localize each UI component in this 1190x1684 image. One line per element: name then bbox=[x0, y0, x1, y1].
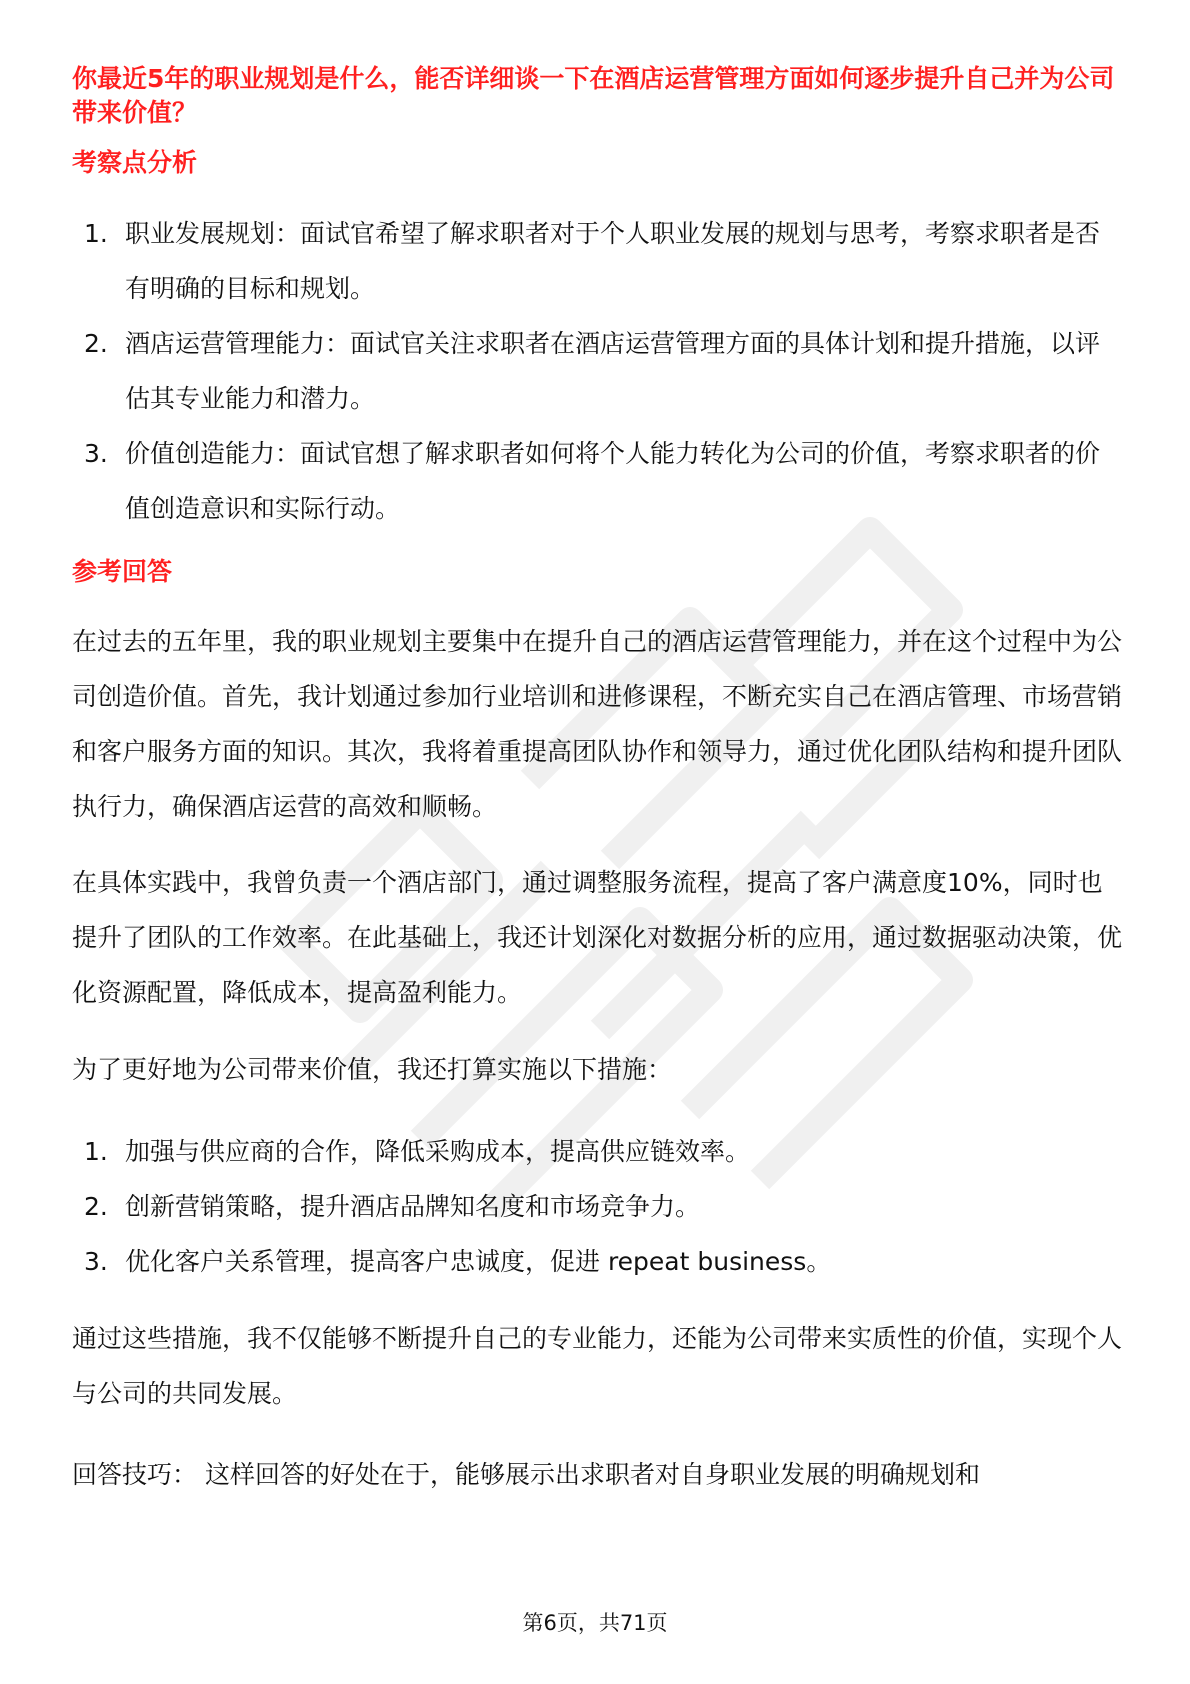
analysis-item bbox=[0, 316, 1190, 426]
analysis-heading: 考察点分析 bbox=[72, 148, 198, 177]
measures-list bbox=[0, 1124, 1190, 1289]
measure-item-text: 优化客户关系管理，提高客户忠诚度，促进 repeat business。 bbox=[125, 1247, 832, 1276]
analysis-item-text: 价值创造能力：面试官想了解求职者如何将个人能力转化为公司的价值，考察求职者的价值创造意识和实际行动。 bbox=[125, 439, 1101, 523]
answer-paragraph-3: 为了更好地为公司带来价值，我还打算实施以下措施： bbox=[72, 1055, 673, 1084]
answer-tips: 回答技巧： 这样回答的好处在于，能够展示出求职者对自身职业发展的明确规划和 bbox=[72, 1460, 980, 1489]
list-number: 2. bbox=[84, 329, 108, 358]
list-number: 1. bbox=[84, 219, 108, 248]
list-number: 3. bbox=[84, 1247, 108, 1276]
analysis-item bbox=[0, 206, 1190, 316]
measure-item bbox=[0, 1179, 1190, 1234]
measure-item bbox=[0, 1234, 1190, 1289]
analysis-item-text: 职业发展规划：面试官希望了解求职者对于个人职业发展的规划与思考，考察求职者是否有明确的目标和规划。 bbox=[125, 219, 1101, 303]
answer-paragraph-1: 在过去的五年里，我的职业规划主要集中在提升自己的酒店运营管理能力，并在这个过程中为公司创造价值。首先，我计划通过参加行业培训和进修课程，不断充实自己在酒店管理、市场营销和客户服务方面的知识。其次，我将着重提高团队协作和领导力，通过优化团队结构和提升团队执行力，确保酒店运营的高效和顺畅。 bbox=[72, 627, 1123, 821]
analysis-item-text: 酒店运营管理能力：面试官关注求职者在酒店运营管理方面的具体计划和提升措施，以评估其专业能力和潜力。 bbox=[125, 329, 1101, 413]
answer-heading: 参考回答 bbox=[72, 557, 173, 586]
list-number: 1. bbox=[84, 1137, 108, 1166]
list-number: 3. bbox=[84, 439, 108, 468]
answer-paragraph-4: 通过这些措施，我不仅能够不断提升自己的专业能力，还能为公司带来实质性的价值，实现个人与公司的共同发展。 bbox=[72, 1324, 1123, 1408]
page-number-footer: 第6页，共71页 bbox=[522, 1611, 668, 1635]
measure-item-text: 加强与供应商的合作，降低采购成本，提高供应链效率。 bbox=[125, 1137, 751, 1166]
interview-question: 你最近5年的职业规划是什么，能否详细谈一下在酒店运营管理方面如何逐步提升自己并为公司带来价值？ bbox=[72, 64, 1115, 127]
measure-item-text: 创新营销策略，提升酒店品牌知名度和市场竞争力。 bbox=[125, 1192, 701, 1221]
analysis-list bbox=[0, 206, 1190, 536]
answer-paragraph-2: 在具体实践中，我曾负责一个酒店部门，通过调整服务流程，提高了客户满意度10%，同时也提升了团队的工作效率。在此基础上，我还计划深化对数据分析的应用，通过数据驱动决策，优化资源配置，降低成本，提高盈利能力。 bbox=[72, 868, 1123, 1007]
analysis-item bbox=[0, 426, 1190, 536]
measure-item bbox=[0, 1124, 1190, 1179]
list-number: 2. bbox=[84, 1192, 108, 1221]
